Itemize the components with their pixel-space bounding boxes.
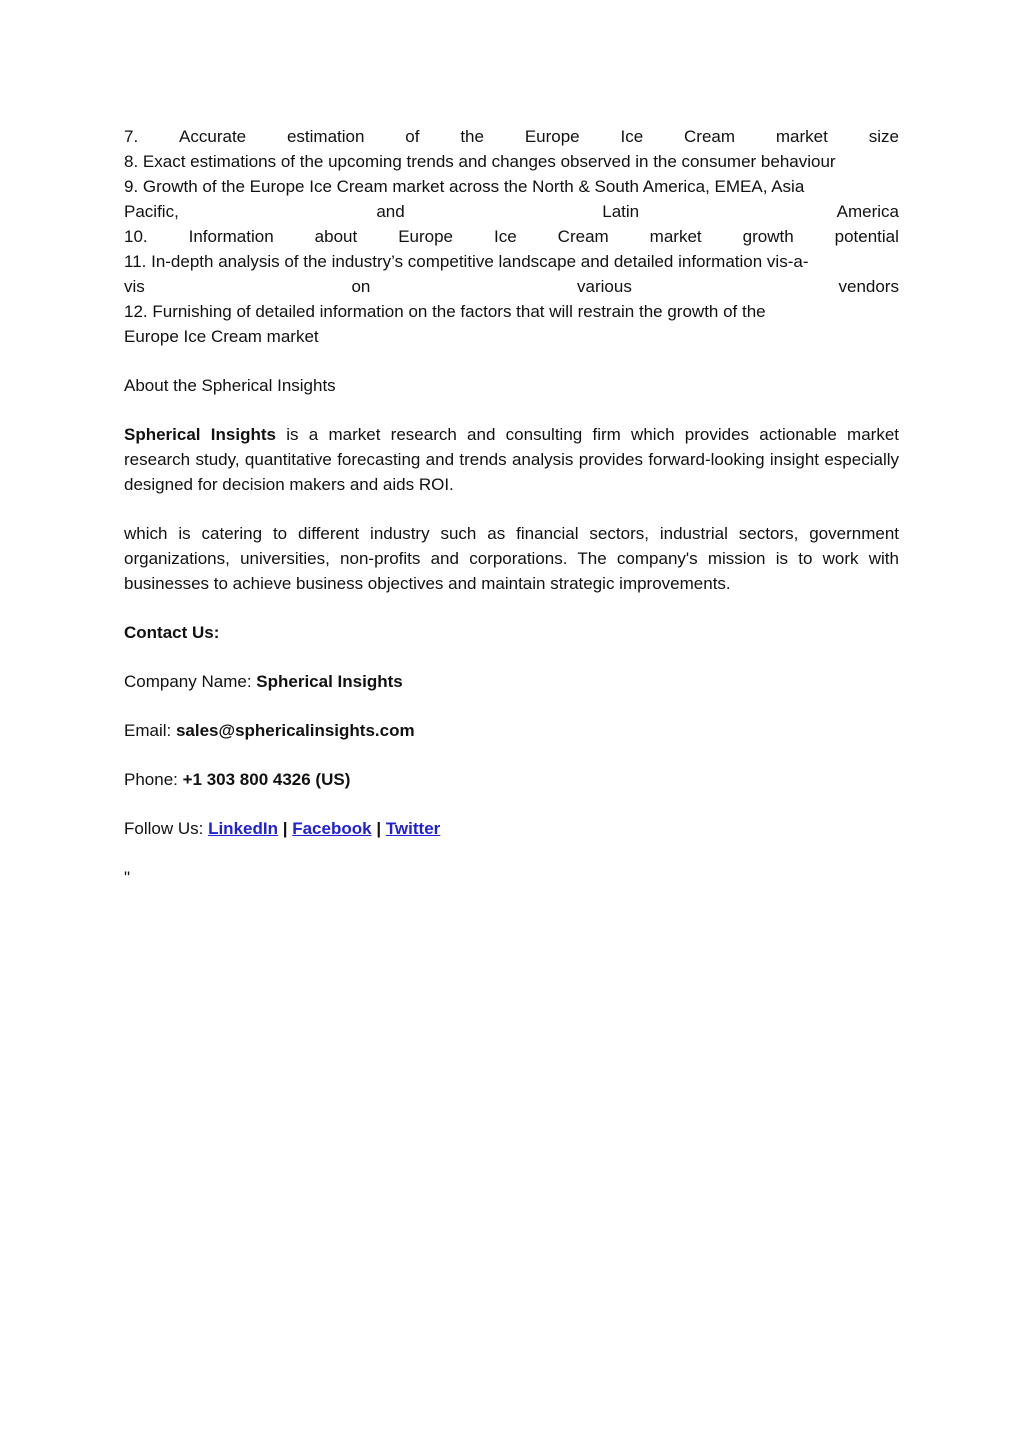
word: size xyxy=(868,127,899,146)
email-label: Email: xyxy=(124,721,176,740)
word: the xyxy=(460,127,484,146)
word: Cream xyxy=(684,127,736,146)
spacer xyxy=(124,841,899,865)
contact-phone xyxy=(124,767,899,792)
word: 7. xyxy=(124,127,139,146)
word: of xyxy=(405,127,420,146)
link-separator: | xyxy=(376,819,382,838)
spacer xyxy=(124,349,899,373)
spacer xyxy=(124,596,899,620)
about-description-text: is a market research and consulting firm which provides actionable market research study, quantitative forecasting and trends analysis provides forward-looking insight especially designed for decision makers and aids ROI. xyxy=(124,425,899,494)
list-item-9-line-2 xyxy=(124,199,899,224)
contact-company xyxy=(124,669,899,694)
spacer xyxy=(124,792,899,816)
phone-label: Phone: xyxy=(124,770,183,789)
list-item-12-line-1: 12. Furnishing of detailed information on the factors that will restrain the growth of the xyxy=(124,302,766,321)
contact-heading: Contact Us: xyxy=(124,623,220,642)
word: and xyxy=(376,202,405,221)
word: Information xyxy=(188,227,274,246)
list-item-8: 8. Exact estimations of the upcoming trends and changes observed in the consumer behaviour xyxy=(124,152,836,171)
word: Europe xyxy=(524,127,580,146)
trailing-quote-mark: " xyxy=(124,868,131,887)
about-catering: which is catering to different industry such as financial sectors, industrial sectors, government organizations, universities, non-profits and corporations. The company's mission is to work with businesses to achieve business objectives and maintain strategic improvements. xyxy=(124,524,899,593)
word: Accurate xyxy=(179,127,247,146)
email-value: sales@sphericalinsights.com xyxy=(175,721,415,740)
word: potential xyxy=(834,227,899,246)
word: market xyxy=(649,227,702,246)
list-item-12-line-2: Europe Ice Cream market xyxy=(124,327,319,346)
word: Cream xyxy=(557,227,609,246)
company-name-bold: Spherical Insights xyxy=(124,425,276,444)
facebook-link[interactable]: Facebook xyxy=(292,819,372,838)
list-item-11-line-2 xyxy=(124,274,899,299)
word: Europe xyxy=(398,227,454,246)
twitter-link[interactable]: Twitter xyxy=(385,819,441,838)
word: about xyxy=(314,227,358,246)
contact-follow xyxy=(124,816,899,841)
company-value: Spherical Insights xyxy=(256,672,403,691)
word: various xyxy=(577,277,632,296)
spacer xyxy=(124,497,899,521)
contact-email xyxy=(124,718,899,743)
spacer xyxy=(124,743,899,767)
phone-value: +1 303 800 4326 (US) xyxy=(182,770,351,789)
word: Ice xyxy=(494,227,517,246)
word: America xyxy=(836,202,899,221)
follow-label: Follow Us: xyxy=(124,819,209,838)
word: growth xyxy=(742,227,794,246)
word: Ice xyxy=(620,127,644,146)
word: Latin xyxy=(602,202,640,221)
list-item-10 xyxy=(124,224,899,249)
about-description xyxy=(124,422,899,497)
document-body xyxy=(124,124,899,890)
word: vendors xyxy=(838,277,899,296)
link-separator: | xyxy=(282,819,288,838)
linkedin-link[interactable]: LinkedIn xyxy=(208,819,278,838)
word: 10. xyxy=(124,227,148,246)
word: estimation xyxy=(286,127,365,146)
list-item-11-line-1: 11. In-depth analysis of the industry’s competitive landscape and detailed information vis-a- xyxy=(124,252,809,271)
about-heading: About the Spherical Insights xyxy=(124,376,336,395)
word: market xyxy=(775,127,828,146)
word: vis xyxy=(124,277,145,296)
company-label: Company Name: xyxy=(124,672,257,691)
list-item-9-line-1: 9. Growth of the Europe Ice Cream market across the North & South America, EMEA, Asia xyxy=(124,177,805,196)
spacer xyxy=(124,694,899,718)
word: Pacific, xyxy=(124,202,179,221)
word: on xyxy=(351,277,371,296)
spacer xyxy=(124,645,899,669)
list-item-7 xyxy=(124,124,899,149)
spacer xyxy=(124,398,899,422)
